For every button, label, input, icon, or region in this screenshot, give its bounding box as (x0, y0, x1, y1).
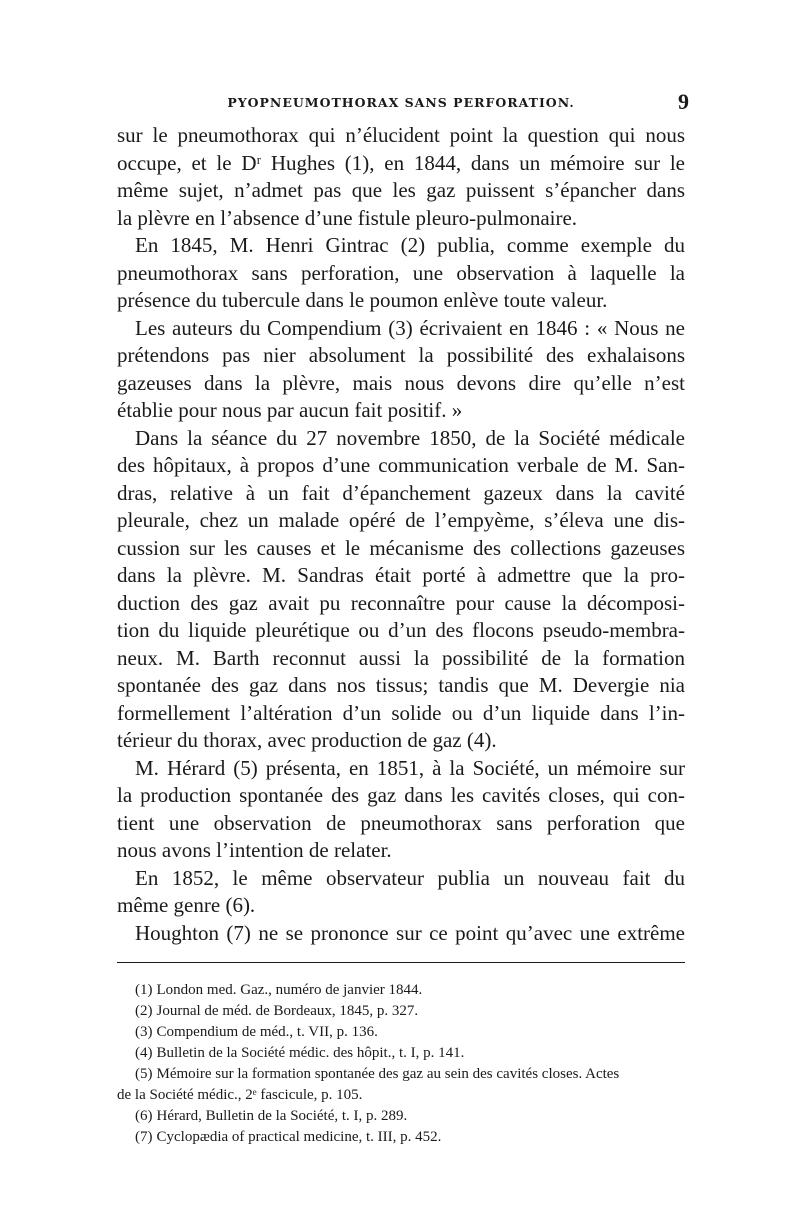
text-line: nous avons l’intention de relater. (117, 838, 392, 862)
footnote-text: London med. Gaz., numéro de janvier 1844. (156, 982, 423, 998)
text-line: même sujet, n’admet pas que les gaz puissent s’épancher dans (117, 178, 685, 202)
footnotes (117, 980, 685, 1148)
text-line: même genre (6). (117, 893, 256, 917)
text-line: la production spontanée des gaz dans les cavités closes, qui con- (117, 783, 685, 807)
footnote-text: Hérard, Bulletin de la Société, t. I, p. 289. (156, 1108, 408, 1124)
footnote-1 (117, 980, 685, 1001)
running-head (117, 89, 689, 115)
paragraph-start-line: En 1845, M. Henri Gintrac (2) publia, comme exemple du (135, 233, 685, 257)
text-line: tion du liquide pleurétique ou d’un des flocons pseudo-membra- (117, 618, 685, 642)
text-line: la plèvre en l’absence d’une fistule pleuro-pulmonaire. (117, 205, 578, 230)
footnote-number: (4) (135, 1045, 153, 1061)
footnote-number: (5) (135, 1066, 153, 1082)
footnote-6 (117, 1106, 685, 1127)
footnote-number: (1) (135, 982, 153, 998)
footnote-number: (3) (135, 1024, 153, 1040)
running-title: PYOPNEUMOTHORAX SANS PERFORATION. (227, 95, 575, 110)
text-line: térieur du thorax, avec production de gaz (4). (117, 728, 497, 752)
text-line: gazeuses dans la plèvre, mais nous devons dire qu’elle n’est (117, 370, 685, 395)
footnote-4 (117, 1043, 685, 1064)
paragraph-start-line: M. Hérard (5) présenta, en 1851, à la Société, un mémoire sur (135, 755, 685, 780)
text-line: cussion sur les causes et le mécanisme des collections gazeuses (117, 535, 685, 560)
text-line: dras, relative à un fait d’épanchement gazeux dans la cavité (117, 480, 685, 505)
footnote-text: Compendium de méd., t. VII, p. 136. (156, 1024, 378, 1040)
footnote-3 (117, 1022, 685, 1043)
footnote-number: (2) (135, 1003, 153, 1019)
footnote-5 (117, 1064, 685, 1085)
footnote-text: Journal de méd. de Bordeaux, 1845, p. 327. (156, 1003, 419, 1019)
footnote-7 (117, 1127, 685, 1148)
paragraph-start-line: Les auteurs du Compendium (3) écrivaient en 1846 : « Nous ne (135, 315, 685, 340)
text-line: présence du tubercule dans le poumon enlève toute valeur. (117, 288, 608, 312)
text-line: prétendons pas nier absolument la possibilité des exhalaisons (117, 343, 685, 367)
text-line: formellement l’altération d’un solide ou d’un liquide dans l’in- (117, 700, 685, 725)
footnote-text: Cyclopædia of practical medicine, t. III, p. 452. (156, 1129, 442, 1145)
text-line: neux. M. Barth reconnut aussi la possibilité de la formation (117, 645, 685, 670)
page-number: 9 (678, 89, 689, 114)
footnote-number: (7) (135, 1129, 153, 1145)
text-line: des hôpitaux, à propos d’une communication verbale de M. San- (117, 453, 685, 477)
footnote-number: (6) (135, 1108, 153, 1124)
paragraph-start-line: Dans la séance du 27 novembre 1850, de la Société médicale (135, 425, 685, 450)
text-line: duction des gaz avait pu reconnaître pour cause la décomposi- (117, 590, 685, 615)
text-line: pleurale, chez un malade opéré de l’empyème, s’éleva une dis- (117, 508, 685, 532)
text-line: pneumothorax sans perforation, une observation à laquelle la (117, 260, 685, 285)
body-text (117, 122, 685, 947)
text-line: dans la plèvre. M. Sandras était porté à admettre que la pro- (117, 563, 685, 587)
text-line: tient une observation de pneumothorax sans perforation que (117, 810, 685, 835)
footnote-text: Mémoire sur la formation spontanée des gaz au sein des cavités closes. Actes (156, 1066, 620, 1082)
text-line: établie pour nous par aucun fait positif. » (117, 398, 463, 422)
paragraph-start-line: En 1852, le même observateur publia un nouveau fait du (135, 865, 685, 890)
footnote-rule (117, 962, 685, 963)
paragraph-start-line: Houghton (7) ne se prononce sur ce point qu’avec une extrême (135, 920, 685, 945)
footnote-5-continued: de la Société médic., 2ᵉ fascicule, p. 105. (117, 1087, 363, 1103)
text-line: sur le pneumothorax qui n’élucident point la question qui nous (117, 123, 685, 147)
text-line: occupe, et le Dʳ Hughes (1), en 1844, dans un mémoire sur le (117, 150, 685, 175)
footnote-2 (117, 1001, 685, 1022)
text-line: spontanée des gaz dans nos tissus; tandis que M. Devergie nia (117, 673, 685, 697)
footnote-text: Bulletin de la Société médic. des hôpit., t. I, p. 141. (156, 1045, 465, 1061)
